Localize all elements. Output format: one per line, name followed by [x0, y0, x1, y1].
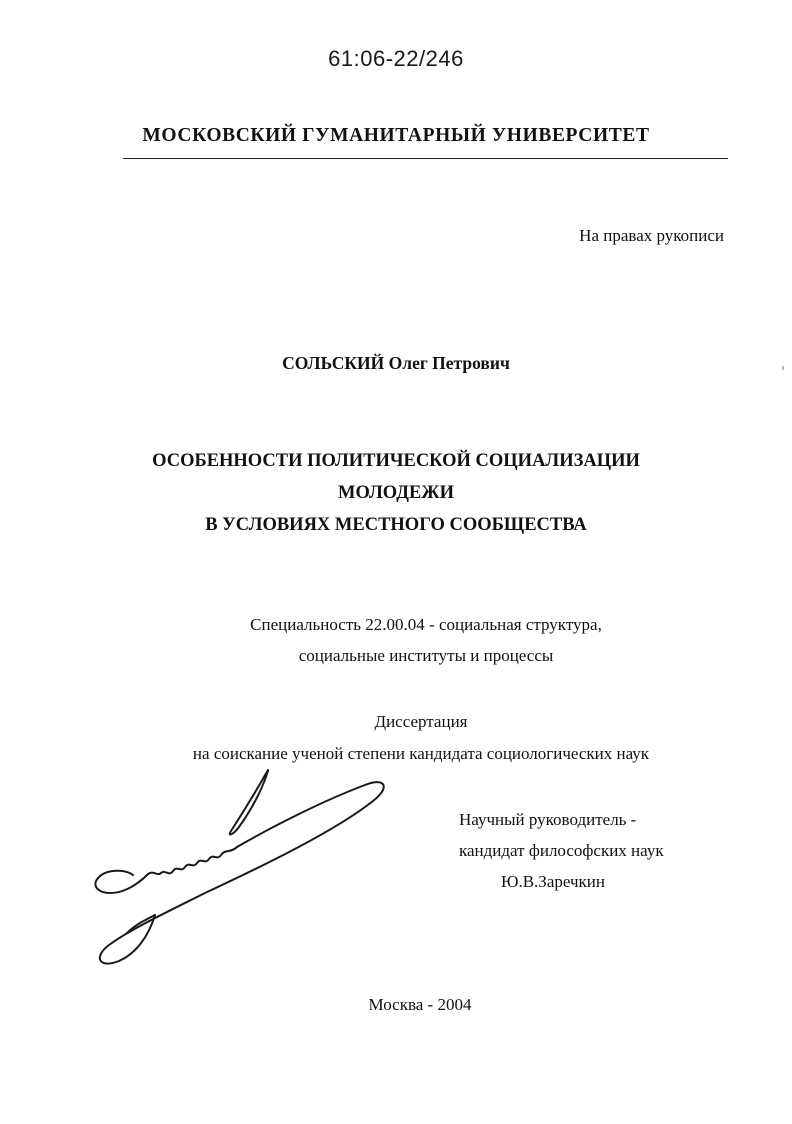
supervisor-role: Научный руководитель -: [459, 810, 637, 829]
dissertation-title: [0, 445, 792, 541]
catalog-code: 61:06-22/246: [328, 46, 464, 71]
author-signature: [85, 765, 405, 975]
dissertation-type: Диссертация: [374, 712, 468, 731]
university-name: МОСКОВСКИЙ ГУМАНИТАРНЫЙ УНИВЕРСИТЕТ: [142, 125, 650, 146]
title-line: ОСОБЕННОСТИ ПОЛИТИЧЕСКОЙ СОЦИАЛИЗАЦИИ: [152, 451, 640, 471]
specialty-line: Специальность 22.00.04 - социальная структура,: [250, 615, 602, 634]
city-year: Москва - 2004: [368, 995, 472, 1014]
title-line: МОЛОДЕЖИ: [338, 483, 454, 503]
supervisor-degree: кандидат философских наук: [459, 841, 664, 860]
title-line: В УСЛОВИЯХ МЕСТНОГО СООБЩЕСТВА: [205, 515, 587, 535]
scan-artifact: [782, 366, 784, 370]
author-name: СОЛЬСКИЙ Олег Петрович: [282, 353, 510, 373]
dissertation-purpose: на соискание ученой степени кандидата социологических наук: [192, 744, 650, 763]
dissertation-block: [0, 706, 792, 770]
specialty-line: социальные институты и процессы: [298, 646, 554, 665]
specialty-block: [0, 609, 792, 671]
manuscript-note: На правах рукописи: [579, 226, 724, 245]
supervisor-name: Ю.В.Заречкин: [501, 872, 606, 891]
header-divider: [123, 158, 728, 159]
supervisor-block: [459, 804, 664, 897]
